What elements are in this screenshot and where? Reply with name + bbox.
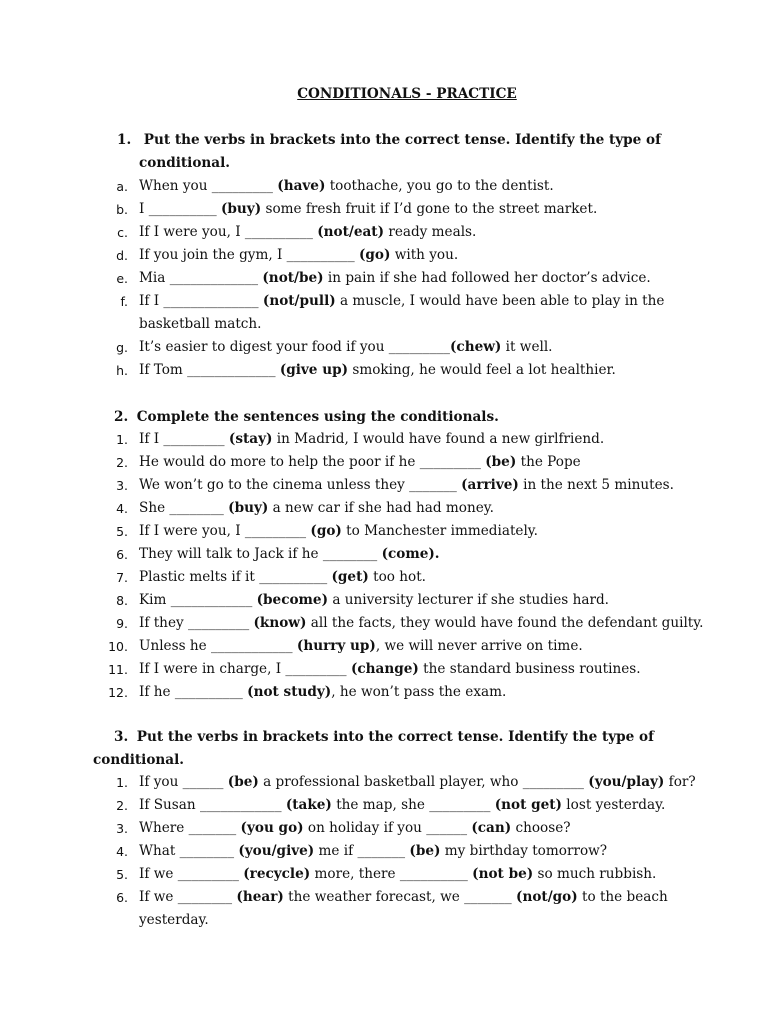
exercise-item	[0, 543, 768, 566]
verb-prompt: (not get)	[494, 797, 562, 813]
sentence-fragment: too hot.	[368, 569, 426, 585]
sentence-fragment: some fresh fruit if I’d gone to the street market.	[261, 201, 598, 217]
exercise-item	[0, 451, 768, 474]
verb-prompt: (not/be)	[262, 270, 324, 286]
exercise-item	[0, 794, 768, 817]
item-text	[139, 221, 476, 244]
sentence-fragment: the standard business routines.	[418, 661, 641, 677]
verb-prompt: (chew)	[449, 339, 502, 355]
verb-prompt: (recycle)	[243, 866, 311, 882]
sentence-fragment: ready meals.	[384, 224, 477, 240]
verb-prompt: (can)	[471, 820, 512, 836]
sentence-fragment: to Manchester immediately.	[341, 523, 539, 539]
verb-prompt: (you/play)	[588, 774, 665, 790]
sentence-fragment: Plastic melts if it __________	[139, 569, 332, 585]
exercise-item	[0, 817, 768, 840]
item-text	[139, 886, 668, 909]
item-text	[139, 175, 554, 198]
sentence-fragment: If I ______________	[139, 293, 263, 309]
item-text	[139, 566, 426, 589]
verb-prompt: (change)	[350, 661, 419, 677]
item-text	[139, 817, 571, 840]
verb-prompt: (not be)	[472, 866, 534, 882]
verb-prompt: (be)	[227, 774, 259, 790]
item-text	[139, 589, 609, 612]
item-marker: 1.	[116, 775, 128, 790]
item-marker: 5.	[116, 524, 128, 539]
item-marker: 2.	[116, 455, 128, 470]
verb-prompt: (you/give)	[238, 843, 315, 859]
item-text	[139, 863, 656, 886]
item-marker: 2.	[116, 798, 128, 813]
verb-prompt: (take)	[285, 797, 332, 813]
item-marker: 11.	[108, 662, 128, 677]
sentence-fragment: a professional basketball player, who _________	[258, 774, 589, 790]
section-1-heading-cont: conditional.	[139, 155, 230, 171]
section-3-number: 3.	[114, 729, 129, 745]
sentence-fragment: It’s easier to digest your food if you _________	[139, 339, 450, 355]
item-marker: b.	[116, 202, 128, 217]
sentence-fragment: in Madrid, I would have found a new girlfriend.	[272, 431, 605, 447]
item-marker: 6.	[116, 890, 128, 905]
exercise-item	[0, 428, 768, 451]
section-3-heading-cont: conditional.	[93, 752, 184, 768]
sentence-fragment: They will talk to Jack if he ________	[139, 546, 382, 562]
item-marker: 6.	[116, 547, 128, 562]
sentence-fragment: What ________	[139, 843, 239, 859]
item-text	[139, 267, 651, 290]
sentence-fragment: with you.	[390, 247, 459, 263]
verb-prompt: (hear)	[236, 889, 284, 905]
sentence-fragment: When you _________	[139, 178, 278, 194]
sentence-fragment: a university lecturer if she studies hard.	[328, 592, 609, 608]
verb-prompt: (you go)	[240, 820, 304, 836]
verb-prompt: (arrive)	[461, 477, 519, 493]
sentence-fragment: If I were you, I __________	[139, 224, 318, 240]
exercise-item	[0, 175, 768, 198]
sentence-fragment: Unless he ____________	[139, 638, 297, 654]
section-3-heading-line1: Put the verbs in brackets into the correct tense. Identify the type of	[136, 729, 654, 745]
exercise-item	[0, 589, 768, 612]
sentence-fragment: If we ________	[139, 889, 237, 905]
exercise-item	[0, 474, 768, 497]
exercise-item	[0, 840, 768, 863]
item-continuation: basketball match.	[139, 316, 262, 332]
item-text	[139, 520, 538, 543]
verb-prompt: (become)	[256, 592, 329, 608]
sentence-fragment: If you join the gym, I __________	[139, 247, 359, 263]
verb-prompt: (stay)	[228, 431, 273, 447]
exercise-item	[0, 497, 768, 520]
sentence-fragment: toothache, you go to the dentist.	[325, 178, 554, 194]
item-marker: 5.	[116, 867, 128, 882]
exercise-item	[0, 681, 768, 704]
exercise-item	[0, 863, 768, 886]
item-text	[139, 771, 696, 794]
verb-prompt: (give up)	[279, 362, 349, 378]
item-marker: 1.	[116, 432, 128, 447]
sentence-fragment: smoking, he would feel a lot healthier.	[348, 362, 616, 378]
sentence-fragment: choose?	[511, 820, 571, 836]
section-2-number: 2.	[114, 409, 129, 425]
sentence-fragment: Where _______	[139, 820, 241, 836]
sentence-fragment: the map, she _________	[331, 797, 495, 813]
sentence-fragment: to the beach	[577, 889, 668, 905]
page-title: CONDITIONALS - PRACTICE	[297, 86, 517, 102]
item-marker: f.	[120, 294, 128, 309]
verb-prompt: (come).	[381, 546, 440, 562]
section-2-heading	[114, 406, 734, 429]
item-text	[139, 497, 494, 520]
verb-prompt: (not/go)	[516, 889, 578, 905]
item-marker: d.	[116, 248, 128, 263]
item-marker: g.	[116, 340, 128, 355]
sentence-fragment: If he __________	[139, 684, 248, 700]
verb-prompt: (know)	[253, 615, 307, 631]
item-text	[139, 198, 597, 221]
verb-prompt: (not/eat)	[317, 224, 384, 240]
item-marker: 3.	[116, 821, 128, 836]
exercise-item	[0, 359, 768, 382]
verb-prompt: (have)	[277, 178, 326, 194]
exercise-item	[0, 221, 768, 244]
item-marker: 3.	[116, 478, 128, 493]
exercise-item	[0, 566, 768, 589]
item-text	[139, 681, 506, 704]
item-marker: 10.	[108, 639, 128, 654]
verb-prompt: (not study)	[247, 684, 332, 700]
exercise-item	[0, 635, 768, 658]
sentence-fragment: If I _________	[139, 431, 229, 447]
section-1-heading-line1: Put the verbs in brackets into the correct tense. Identify the type of	[143, 132, 661, 148]
sentence-fragment: in pain if she had followed her doctor’s advice.	[323, 270, 651, 286]
sentence-fragment: all the facts, they would have found the defendant guilty.	[306, 615, 704, 631]
item-text	[139, 290, 664, 313]
verb-prompt: (go)	[310, 523, 342, 539]
verb-prompt: (buy)	[220, 201, 262, 217]
sentence-fragment: If Susan ____________	[139, 797, 286, 813]
sentence-fragment: She ________	[139, 500, 229, 516]
item-text	[139, 840, 607, 863]
verb-prompt: (get)	[331, 569, 369, 585]
exercise-item	[0, 886, 768, 909]
sentence-fragment: If they _________	[139, 615, 254, 631]
sentence-fragment: If I were in charge, I _________	[139, 661, 351, 677]
sentence-fragment: a new car if she had had money.	[268, 500, 494, 516]
verb-prompt: (hurry up)	[296, 638, 376, 654]
exercise-item	[0, 771, 768, 794]
sentence-fragment: so much rubbish.	[533, 866, 657, 882]
item-text	[139, 658, 641, 681]
sentence-fragment: lost yesterday.	[561, 797, 666, 813]
item-text	[139, 336, 553, 359]
item-text	[139, 635, 583, 658]
section-1-number: 1.	[117, 132, 132, 148]
sentence-fragment: He would do more to help the poor if he _________	[139, 454, 486, 470]
item-continuation: yesterday.	[139, 912, 209, 928]
sentence-fragment: it well.	[501, 339, 553, 355]
exercise-item	[0, 336, 768, 359]
item-marker: 8.	[116, 593, 128, 608]
exercise-item	[0, 290, 768, 313]
item-text	[139, 244, 458, 267]
sentence-fragment: , he won’t pass the exam.	[331, 684, 507, 700]
item-marker: c.	[117, 225, 128, 240]
exercise-item	[0, 612, 768, 635]
sentence-fragment: I __________	[139, 201, 221, 217]
item-marker: a.	[116, 179, 128, 194]
verb-prompt: (go)	[358, 247, 391, 263]
item-marker: 7.	[116, 570, 128, 585]
verb-prompt: (buy)	[228, 500, 269, 516]
item-text	[139, 359, 616, 382]
exercise-item	[0, 267, 768, 290]
verb-prompt: (not/pull)	[262, 293, 336, 309]
verb-prompt: (be)	[409, 843, 441, 859]
item-text	[139, 451, 581, 474]
sentence-fragment: If Tom _____________	[139, 362, 280, 378]
exercise-item	[0, 520, 768, 543]
sentence-fragment: If you ______	[139, 774, 228, 790]
sentence-fragment: for?	[664, 774, 696, 790]
item-marker: 12.	[108, 685, 128, 700]
section-1-heading	[117, 129, 737, 152]
section-3-heading	[114, 726, 734, 749]
sentence-fragment: me if _______	[314, 843, 410, 859]
item-text	[139, 428, 604, 451]
sentence-fragment: If we _________	[139, 866, 244, 882]
sentence-fragment: , we will never arrive on time.	[375, 638, 583, 654]
sentence-fragment: my birthday tomorrow?	[440, 843, 608, 859]
sentence-fragment: the Pope	[516, 454, 581, 470]
item-text	[139, 794, 665, 817]
item-marker: h.	[116, 363, 128, 378]
sentence-fragment: a muscle, I would have been able to play in the	[335, 293, 665, 309]
section-2-heading-line1: Complete the sentences using the conditionals.	[136, 409, 499, 425]
exercise-item	[0, 658, 768, 681]
item-text	[139, 474, 674, 497]
item-marker: 4.	[116, 844, 128, 859]
item-text	[139, 543, 440, 566]
exercise-item	[0, 244, 768, 267]
item-marker: 4.	[116, 501, 128, 516]
sentence-fragment: on holiday if you ______	[303, 820, 472, 836]
verb-prompt: (be)	[485, 454, 517, 470]
sentence-fragment: in the next 5 minutes.	[518, 477, 674, 493]
sentence-fragment: the weather forecast, we _______	[283, 889, 517, 905]
item-marker: e.	[116, 271, 128, 286]
sentence-fragment: We won’t go to the cinema unless they _______	[139, 477, 462, 493]
sentence-fragment: Kim ____________	[139, 592, 257, 608]
sentence-fragment: If I were you, I _________	[139, 523, 311, 539]
sentence-fragment: more, there __________	[310, 866, 473, 882]
item-text	[139, 612, 703, 635]
exercise-item	[0, 198, 768, 221]
sentence-fragment: Mia _____________	[139, 270, 263, 286]
item-marker: 9.	[116, 616, 128, 631]
